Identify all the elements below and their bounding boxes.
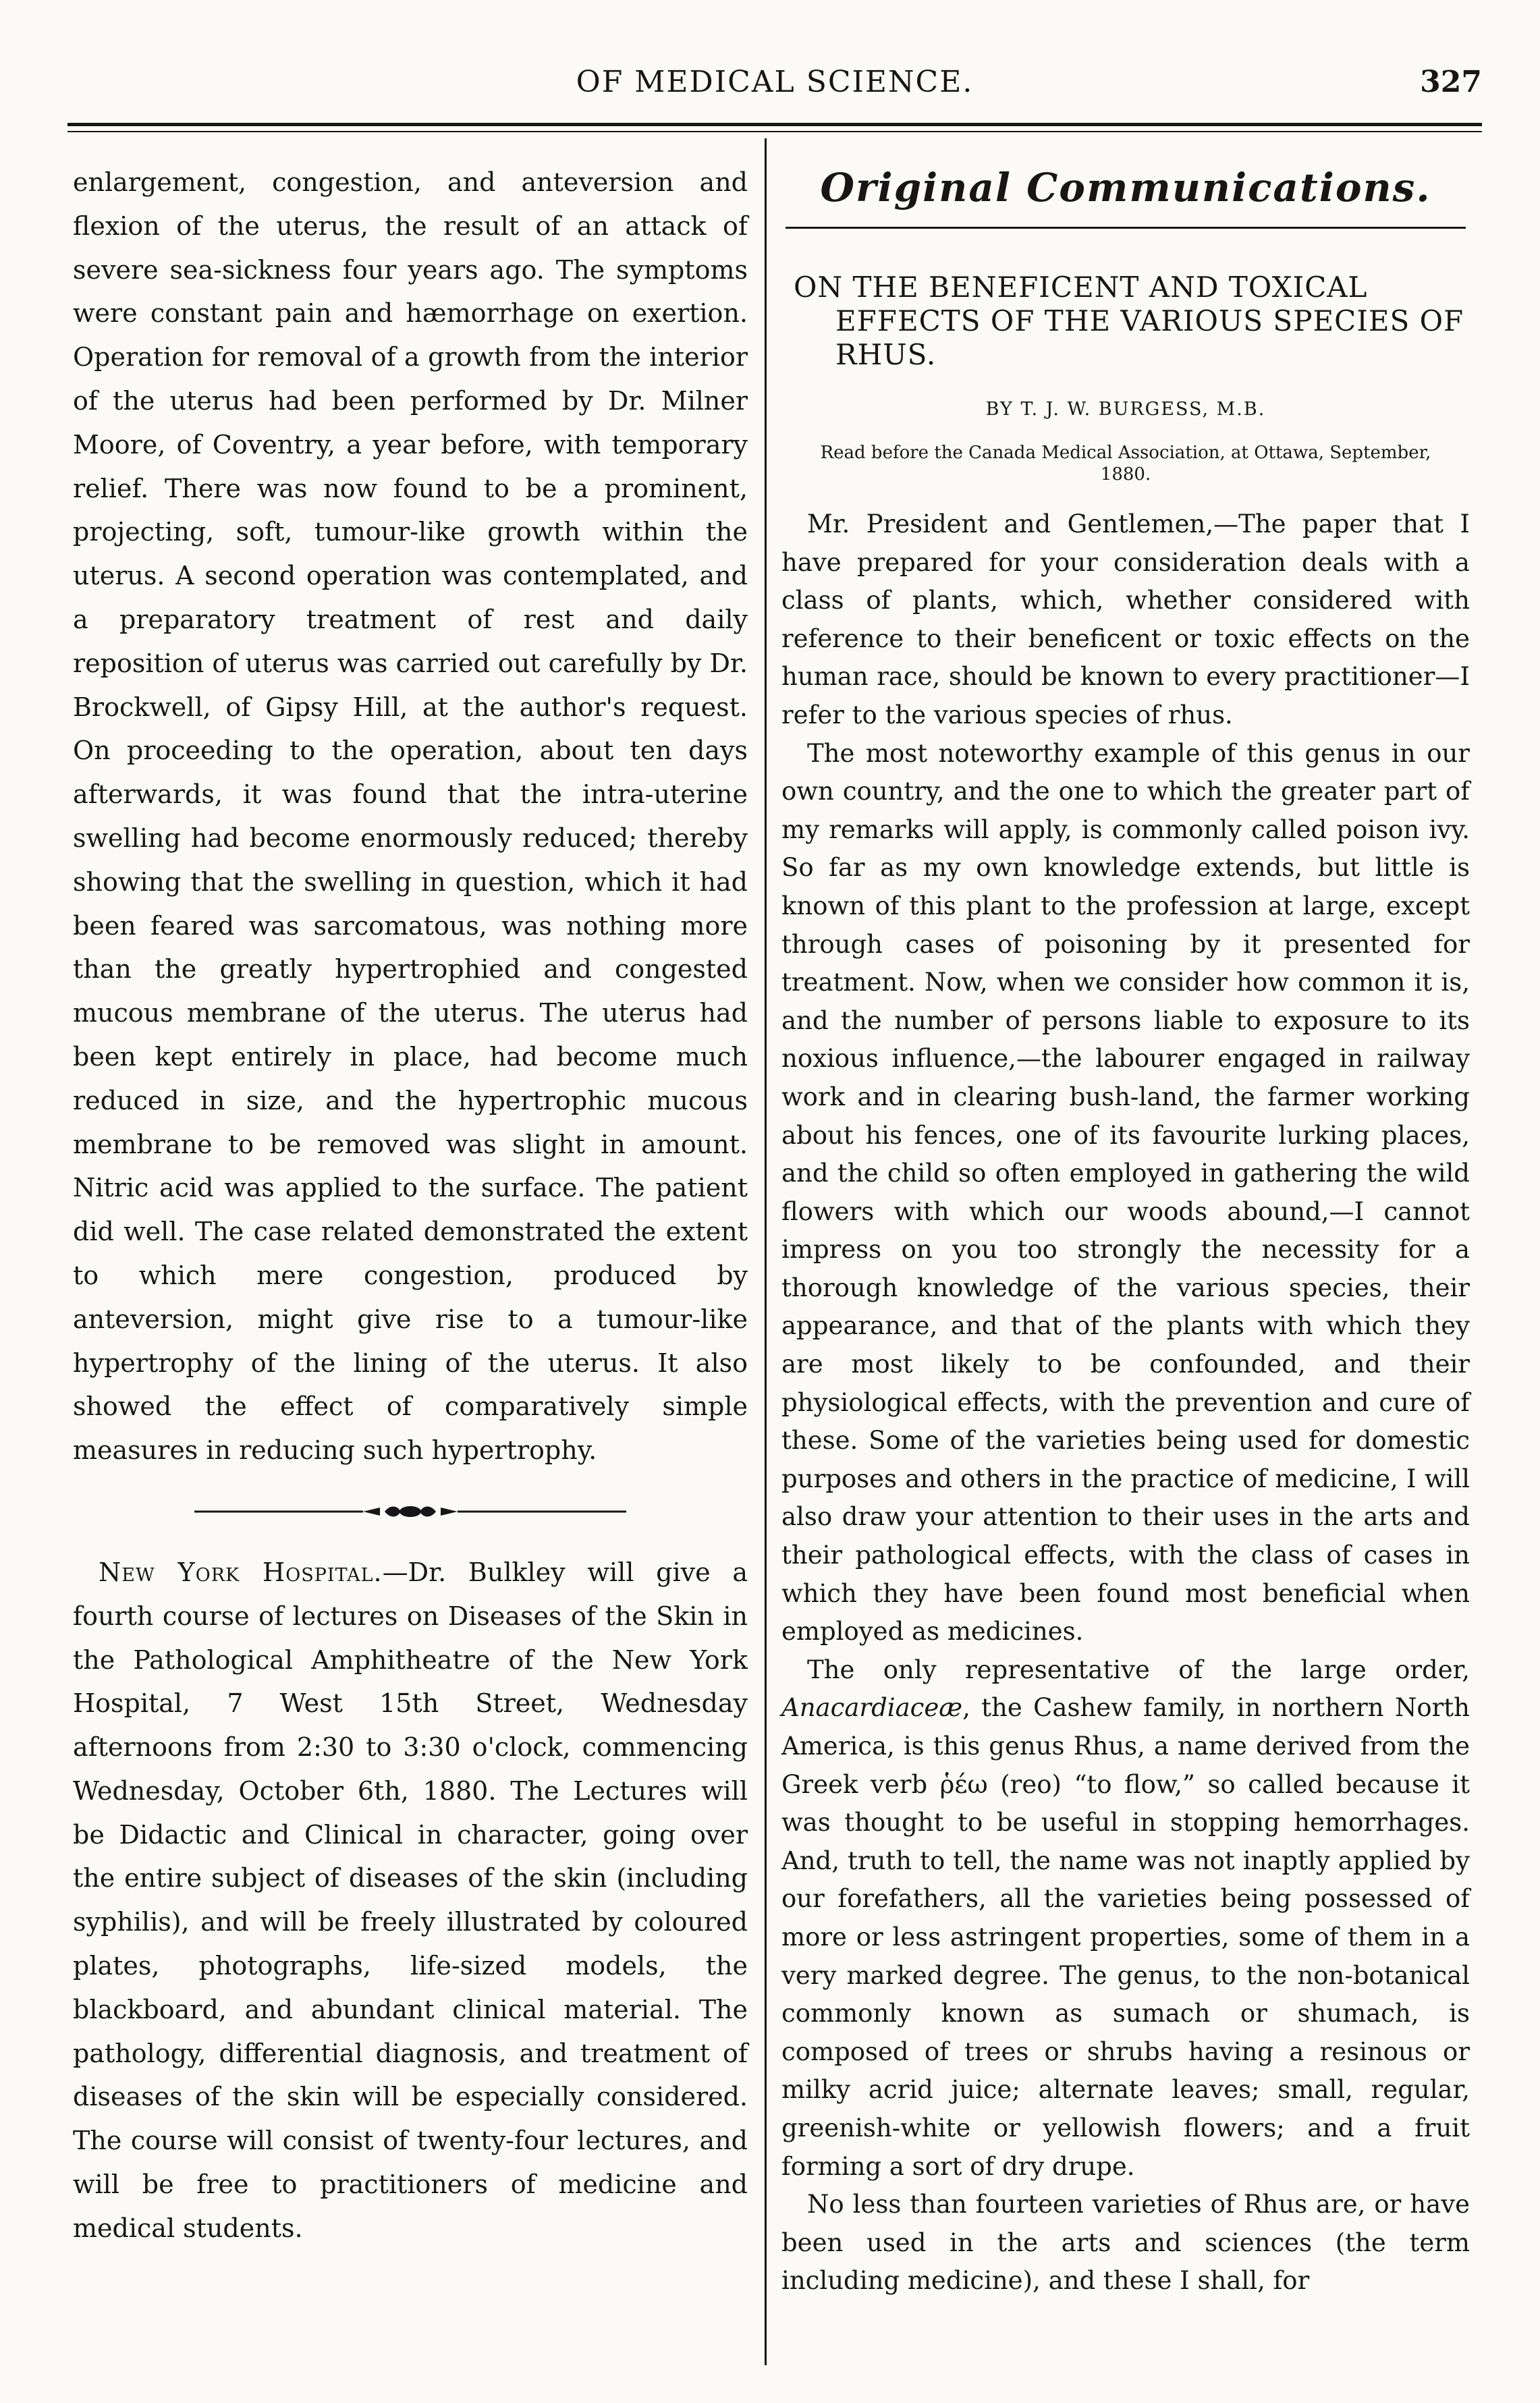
right-column: [781, 161, 1470, 2300]
notice-lead: New York Hospital.: [99, 1557, 383, 1587]
section-rule: [786, 227, 1466, 229]
ornamental-divider: [73, 1490, 748, 1533]
article-paragraph-4: No less than fourteen varieties of Rhus are, or have been used in the arts and sciences (the term including medicine), and these I shall, for: [781, 2190, 1470, 2296]
article-paragraph-1: Mr. President and Gentlemen,—The paper that I have prepared for your consideration deals with a class of plants, which, whether considered with reference to their beneficent or toxic effects on the human race, should be known to every practitioner—I refer to the various species of rhus.: [781, 509, 1470, 729]
running-title: OF MEDICAL SCIENCE.: [576, 65, 974, 99]
article-paragraph-3: [781, 1651, 1470, 2186]
notice-body: —Dr. Bulkley will give a fourth course of lectures on Diseases of the Skin in the Pathological Amphitheatre of the New York Hospital, 7 West 15th Street, Wednesday afternoons from 2:30 to 3:30 o'clock, commencing Wednesday, October 6th, 1880. The Lectures will be Didactic and Clinical in character, going over the entire subject of diseases of the skin (including syphilis), and will be freely illustrated by coloured plates, photographs, life-sized models, the blackboard, and abundant clinical material. The pathology, differential diagnosis, and treatment of diseases of the skin will be especially considered. The course will consist of twenty-four lectures, and will be free to practitioners of medicine and medical students.: [73, 1557, 748, 2243]
page-number: 327: [1420, 65, 1482, 99]
header-rule-thin: [67, 131, 1482, 132]
case-report-paragraph: enlargement, congestion, and anteversion and flexion of the uterus, the result of an attack of severe sea-sickness four years ago. The symptoms were constant pain and hæmorrhage on exertion. Operation for removal of a growth from the interior of the uterus had been performed by Dr. Milner Moore, of Coventry, a year before, with temporary relief. There was now found to be a prominent, projecting, soft, tumour-like growth within the uterus. A second operation was contemplated, and a preparatory treatment of rest and daily reposition of uterus was carried out carefully by Dr. Brockwell, of Gipsy Hill, at the author's request. On proceeding to the operation, about ten days afterwards, it was found that the intra-uterine swelling had become enormously reduced; thereby showing that the swelling in question, which it had been feared was sarcomatous, was nothing more than the greatly hypertrophied and congested mucous membrane of the uterus. The uterus had been kept entirely in place, had become much reduced in size, and the hypertrophic mucous membrane to be removed was slight in amount. Nitric acid was applied to the surface. The patient did well. The case related demonstrated the extent to which mere congestion, produced by anteversion, might give rise to a tumour-like hypertrophy of the lining of the uterus. It also showed the effect of comparatively simple measures in reducing such hypertrophy.: [73, 167, 748, 1466]
para3-text-a: The only representative of the large order,: [807, 1655, 1470, 1684]
header-rule-thick: [67, 123, 1482, 126]
article-paragraph-2: The most noteworthy example of this genus in our own country, and the one to which the greater part of my remarks will apply, is commonly called poison ivy. So far as my own knowledge extends, but little is known of this plant to the profession at large, except through cases of poisoning by it presented for treatment. Now, when we consider how common it is, and the number of persons liable to exposure to its noxious influence,—the labourer engaged in railway work and in clearing bush-land, the farmer working about his fences, one of its favourite lurking places, and the child so often employed in gathering the wild flowers with which our woods abound,—I cannot impress on you too strongly the necessity for a thorough knowledge of the various species, their appearance, and that of the plants with which they are most likely to be confounded, and their physiological effects, with the prevention and cure of these. Some of the varieties being used for domestic purposes and others in the practice of medicine, I will also draw your attention to their uses in the arts and their pathological effects, with the class of cases in which they have been found most beneficial when employed as medicines.: [781, 738, 1470, 1647]
article-byline: BY T. J. W. BURGESS, M.B.: [985, 399, 1266, 420]
read-note: Read before the Canada Medical Association, at Ottawa, September, 1880.: [820, 443, 1431, 485]
flourish-rule-icon: [194, 1503, 626, 1520]
running-header: [67, 65, 1482, 119]
column-divider: [765, 138, 767, 2365]
hospital-notice: [73, 1551, 748, 2250]
article-title: ON THE BENEFICENT AND TOXICAL EFFECTS OF THE VARIOUS SPECIES OF RHUS.: [794, 271, 1464, 371]
para3-text-b: , the Cashew family, in northern North America, is this genus Rhus, a name derived from the Greek verb ῥέω (reo) “to flow,” so called because it was thought to be useful in stopping hemorrhages. And, truth to tell, the name was not inaptly applied by our forefathers, all the varieties being possessed of more or less astringent properties, some of them in a very marked degree. The genus, to the non-botanical commonly known as sumach or shumach, is composed of trees or shrubs having a resinous or milky acrid juice; alternate leaves; small, regular, greenish-white or yellowish flowers; and a fruit forming a sort of dry drupe.: [781, 1693, 1470, 2181]
para3-italic-term: Anacardiaceæ: [781, 1693, 963, 1723]
left-column: [73, 161, 748, 2250]
section-heading: Original Communications.: [820, 165, 1431, 211]
